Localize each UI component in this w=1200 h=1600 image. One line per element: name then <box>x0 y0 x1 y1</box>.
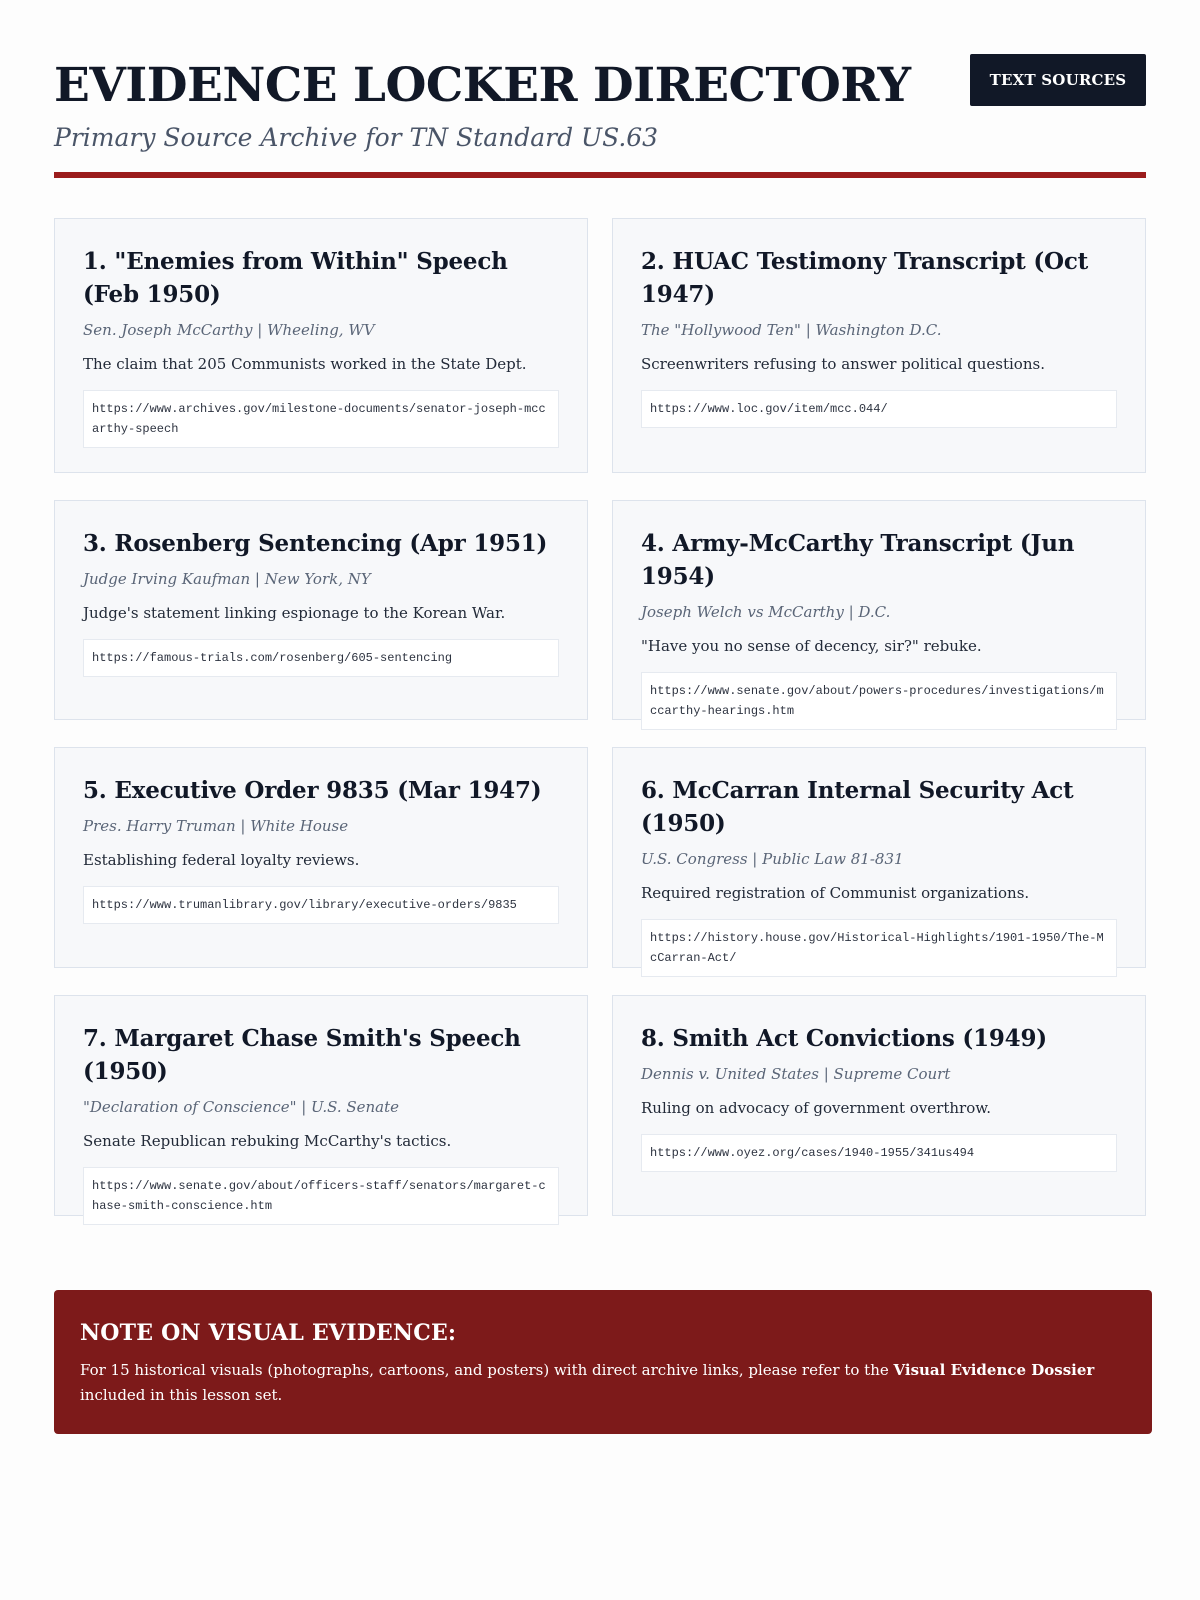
page-header <box>54 0 1146 178</box>
source-meta: Joseph Welch vs McCarthy | D.C. <box>641 603 891 621</box>
source-description: Establishing federal loyalty reviews. <box>83 851 360 869</box>
source-title: 1. "Enemies from Within" Speech (Feb 1950) <box>83 248 508 308</box>
source-card <box>612 747 1146 968</box>
note-heading: NOTE ON VISUAL EVIDENCE: <box>80 1320 457 1346</box>
source-description: Ruling on advocacy of government overthrow. <box>641 1099 992 1117</box>
source-description: Required registration of Communist organizations. <box>641 884 1030 902</box>
source-meta: U.S. Congress | Public Law 81-831 <box>641 850 904 868</box>
source-meta: Pres. Harry Truman | White House <box>83 817 349 835</box>
source-url[interactable]: https://www.archives.gov/milestone-documents/senator-joseph-mccarthy-speech <box>83 390 559 448</box>
source-meta: Dennis v. United States | Supreme Court <box>641 1065 951 1083</box>
source-card <box>54 747 588 968</box>
source-card <box>612 500 1146 720</box>
source-description: "Have you no sense of decency, sir?" rebuke. <box>641 637 982 655</box>
source-title: 2. HUAC Testimony Transcript (Oct 1947) <box>641 248 1089 308</box>
source-url[interactable]: https://www.trumanlibrary.gov/library/executive-orders/9835 <box>83 886 559 924</box>
source-grid <box>54 218 1146 1216</box>
source-title: 7. Margaret Chase Smith's Speech (1950) <box>83 1025 521 1085</box>
note-text-before: For 15 historical visuals (photographs, cartoons, and posters) with direct archive links, please refer to the <box>80 1361 894 1379</box>
source-title: 5. Executive Order 9835 (Mar 1947) <box>83 777 542 804</box>
note-text <box>80 1358 1126 1408</box>
text-sources-button[interactable]: TEXT SOURCES <box>970 54 1146 106</box>
source-card <box>54 218 588 473</box>
source-card <box>54 995 588 1216</box>
source-title: 8. Smith Act Convictions (1949) <box>641 1025 1047 1052</box>
source-title: 6. McCarran Internal Security Act (1950) <box>641 777 1074 837</box>
note-text-after: included in this lesson set. <box>80 1386 283 1404</box>
page-subtitle: Primary Source Archive for TN Standard US.63 <box>54 123 659 152</box>
source-url[interactable]: https://www.senate.gov/about/officers-staff/senators/margaret-chase-smith-conscience.htm <box>83 1167 559 1225</box>
source-url[interactable]: https://famous-trials.com/rosenberg/605-sentencing <box>83 639 559 677</box>
source-meta: Judge Irving Kaufman | New York, NY <box>83 570 371 588</box>
source-card <box>612 995 1146 1216</box>
source-meta: Sen. Joseph McCarthy | Wheeling, WV <box>83 321 375 339</box>
source-description: Judge's statement linking espionage to the Korean War. <box>83 604 506 622</box>
source-url[interactable]: https://www.oyez.org/cases/1940-1955/341us494 <box>641 1134 1117 1172</box>
source-title: 3. Rosenberg Sentencing (Apr 1951) <box>83 530 548 557</box>
page-title: EVIDENCE LOCKER DIRECTORY <box>54 58 911 113</box>
source-card <box>612 218 1146 473</box>
source-card <box>54 500 588 720</box>
source-url[interactable]: https://history.house.gov/Historical-Highlights/1901-1950/The-McCarran-Act/ <box>641 919 1117 977</box>
source-description: Senate Republican rebuking McCarthy's tactics. <box>83 1132 452 1150</box>
source-description: Screenwriters refusing to answer political questions. <box>641 355 1045 373</box>
source-url[interactable]: https://www.senate.gov/about/powers-procedures/investigations/mccarthy-hearings.htm <box>641 672 1117 730</box>
source-url[interactable]: https://www.loc.gov/item/mcc.044/ <box>641 390 1117 428</box>
visual-evidence-note <box>54 1290 1152 1434</box>
source-meta: The "Hollywood Ten" | Washington D.C. <box>641 321 942 339</box>
source-description: The claim that 205 Communists worked in the State Dept. <box>83 355 527 373</box>
source-title: 4. Army-McCarthy Transcript (Jun 1954) <box>641 530 1075 590</box>
visual-evidence-dossier-label: Visual Evidence Dossier <box>893 1361 1095 1379</box>
source-meta: "Declaration of Conscience" | U.S. Senate <box>83 1098 400 1116</box>
